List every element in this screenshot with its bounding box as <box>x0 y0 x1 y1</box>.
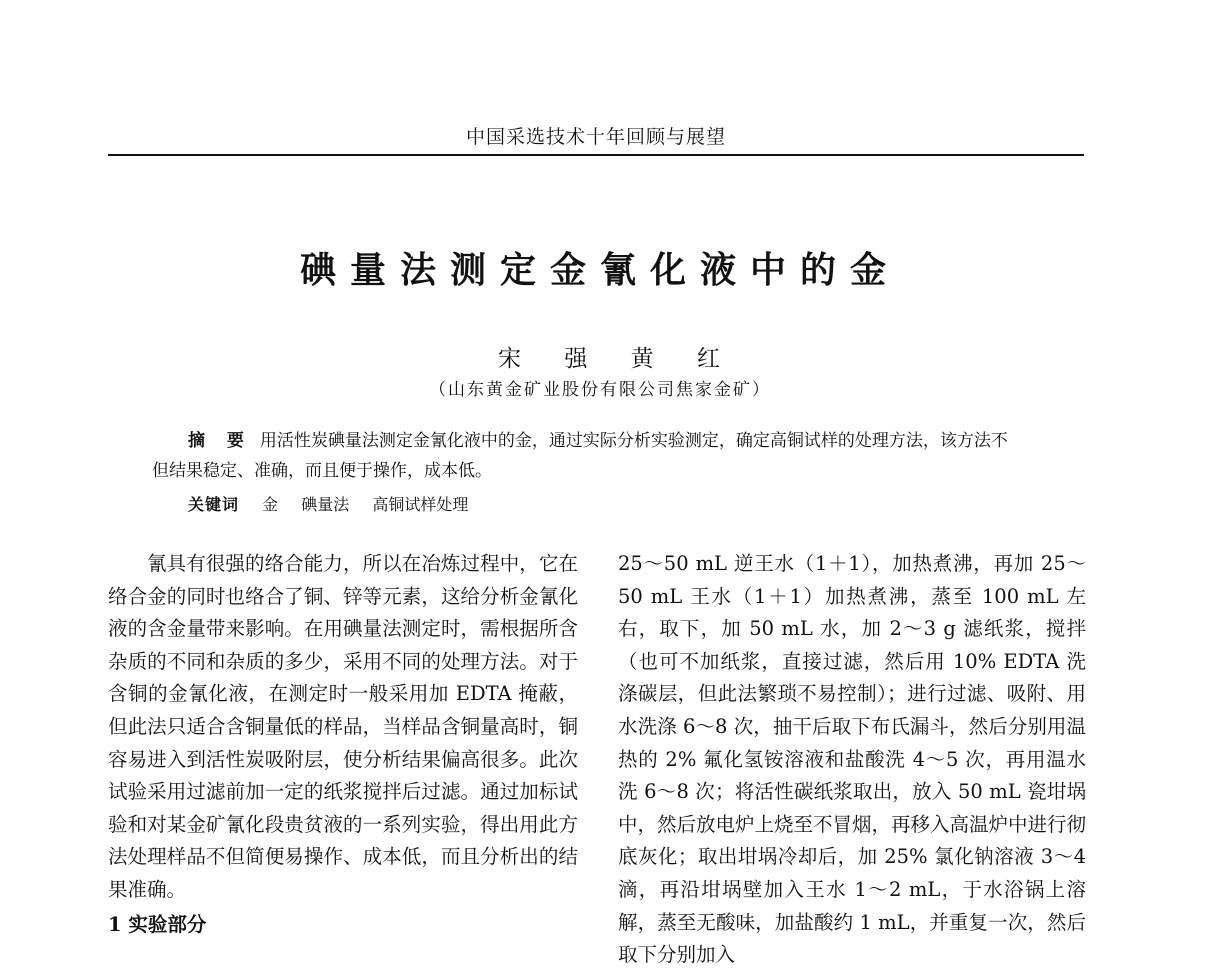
header-rule <box>108 154 1084 156</box>
paper-title: 碘量法测定金氰化液中的金 <box>299 249 900 291</box>
keyword: 金 <box>262 495 279 514</box>
keyword: 碘量法 <box>301 495 350 514</box>
keywords <box>188 492 486 515</box>
affiliation: （山东黄金矿业股份有限公司焦家金矿） <box>429 380 771 400</box>
keywords-label: 关键词 <box>188 495 240 514</box>
procedure-paragraph: 25～50 mL 逆王水（1＋1），加热煮沸，再加 25～50 mL 王水（1＋1）加热煮沸，蒸至 100 mL 左右，取下，加 50 mL 水，加 2～3 g 滤纸浆，搅拌（也可不加纸浆，直接过滤，然后用 10% EDTA 洗涤碳层，但此法繁琐不易控制）；进行过滤、吸附、用水洗涤 6～8 次，抽干后取下布氏漏斗，然后分别用温热的 2% 氟化氢铵溶液和盐酸洗 4～5 次，再用温水洗 6～8 次；将活性碳纸浆取出，放入 50 mL 瓷坩埚中，然后放电炉上烧至不冒烟，再移入高温炉中进行彻底灰化；取出坩埚冷却后，加 25% 氯化钠溶液 3～4 滴，再沿坩埚壁加入王水 1～2 mL，于水浴锅上溶解，蒸至无酸味，加盐酸约 1 mL，并重复一次，然后取下分别加入 <box>618 552 1087 967</box>
body-column-right <box>618 548 1086 972</box>
abstract <box>152 426 1052 486</box>
running-header: 中国采选技术十年回顾与展望 <box>465 126 726 148</box>
abstract-line-1 <box>152 426 1052 456</box>
keyword: 高铜试样处理 <box>372 495 469 514</box>
body-column-left <box>108 548 578 941</box>
section-heading: 1 实验部分 <box>108 912 207 936</box>
authors: 宋 强 黄 红 <box>498 346 738 372</box>
abstract-text-1: 用活性炭碘量法测定金氰化液中的金，通过实际分析实验测定，确定高铜试样的处理方法，该方法不 <box>259 431 1008 451</box>
intro-paragraph: 氰具有很强的络合能力，所以在冶炼过程中，它在络合金的同时也络合了铜、锌等元素，这给分析金氰化液的含金量带来影响。在用碘量法测定时，需根据所含杂质的不同和杂质的多少，采用不同的处理方法。对于含铜的金氰化液，在测定时一般采用加 EDTA 掩蔽，但此法只适合含铜量低的样品，当样品含铜量高时，铜容易进入到活性炭吸附层，使分析结果偏高很多。此次试验采用过滤前加一定的纸浆搅拌后过滤。通过加标试验和对某金矿氰化段贵贫液的一系列实验，得出用此方法处理样品不但简便易操作、成本低，而且分析出的结果准确。 <box>108 552 578 901</box>
abstract-label: 摘 要 <box>188 431 252 451</box>
abstract-line-2: 但结果稳定、准确，而且便于操作，成本低。 <box>152 461 492 481</box>
